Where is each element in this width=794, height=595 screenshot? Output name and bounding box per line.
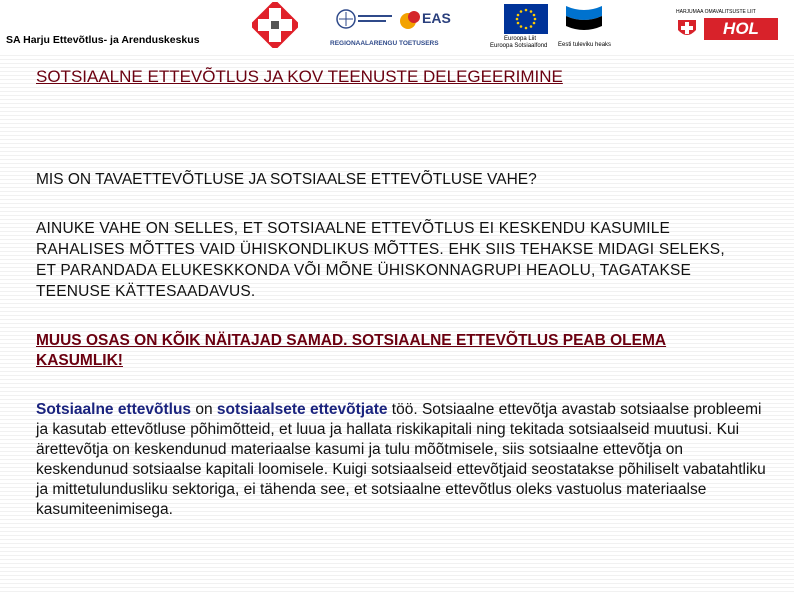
- harju-coat-of-arms-icon: [252, 2, 298, 48]
- emphasis-text: MUUS OSAS ON KÕIK NÄITAJAD SAMAD. SOTSIAALNE ETTEVÕTLUS PEAB OLEMA KASUMLIK!: [36, 332, 667, 369]
- term-social-entrepreneurship: Sotsiaalne ettevõtlus: [36, 401, 192, 418]
- regional-logo-label: REGIONAALARENGU TOETUSERS: [330, 40, 439, 47]
- hol-label: HOL: [704, 18, 778, 40]
- header-bar: [0, 0, 794, 52]
- estonia-label: Eesti tuleviku heaks: [558, 42, 612, 48]
- question-text: MIS ON TAVAETTEVÕTLUSE JA SOTSIAALSE ETTEVÕTLUSE VAHE?: [36, 171, 537, 188]
- hol-shield-icon: [676, 18, 698, 40]
- body-paragraph: [36, 400, 766, 520]
- answer-text: AINUKE VAHE ON SELLES, ET SOTSIAALNE ETTEVÕTLUS EI KESKENDU KASUMILE RAHALISES MÕTTES VAID ÜHISKONDLIKUS MÕTTES. EHK SIIS TEHAKSE MIDAGI SELEKS, ET PARANDADA ELUKESKKONDA VÕI MÕNE ÜHISKONNAGRUPI HEAOLU, TAGATAKSE TEENUSE KÄTTESAADAVUS.: [36, 220, 725, 300]
- term-social-entrepreneurs: sotsiaalsete ettevõtjate: [216, 401, 388, 418]
- eas-label: EAS: [422, 10, 451, 26]
- hol-top-label: HARJUMAA OMAVALITSUSTE LIIT: [676, 9, 756, 15]
- eu-flag-icon: [504, 4, 548, 34]
- body-connector: on: [191, 401, 217, 418]
- slide-title: SOTSIAALNE ETTEVÕTLUS JA KOV TEENUSTE DELEGEERIMINE: [36, 67, 563, 86]
- org-name: SA Harju Ettevõtlus- ja Arenduskeskus: [6, 34, 200, 46]
- body-rest: töö. Sotsiaalne ettevõtja avastab sotsiaalse probleemi ja kasutab ettevõtluse põhimõtteid, et luua ja hallata riskikapitali ning tekitada sotsiaalseid muutusi. Kui ärettevõtja on keskendunud materiaalse kasumi ja tulu mõõtmisele, siis sotsiaalne ettevõtja on keskendunud sotsiaalse kapitali loomisele. Kuigi sotsiaalseid ettevõtjaid seostatakse põhiliselt vabatahtliku ja mittetulundusliku sektoriga, ei tähenda see, et sotsiaalne ettevõtlus oleks vastuolus materiaalse kasumiteenimisega.: [36, 401, 766, 518]
- eu-label-1: Euroopa Liit: [504, 36, 537, 42]
- eu-label-2: Euroopa Sotsiaalfond: [490, 43, 548, 49]
- estonia-flag-icon: [562, 4, 606, 38]
